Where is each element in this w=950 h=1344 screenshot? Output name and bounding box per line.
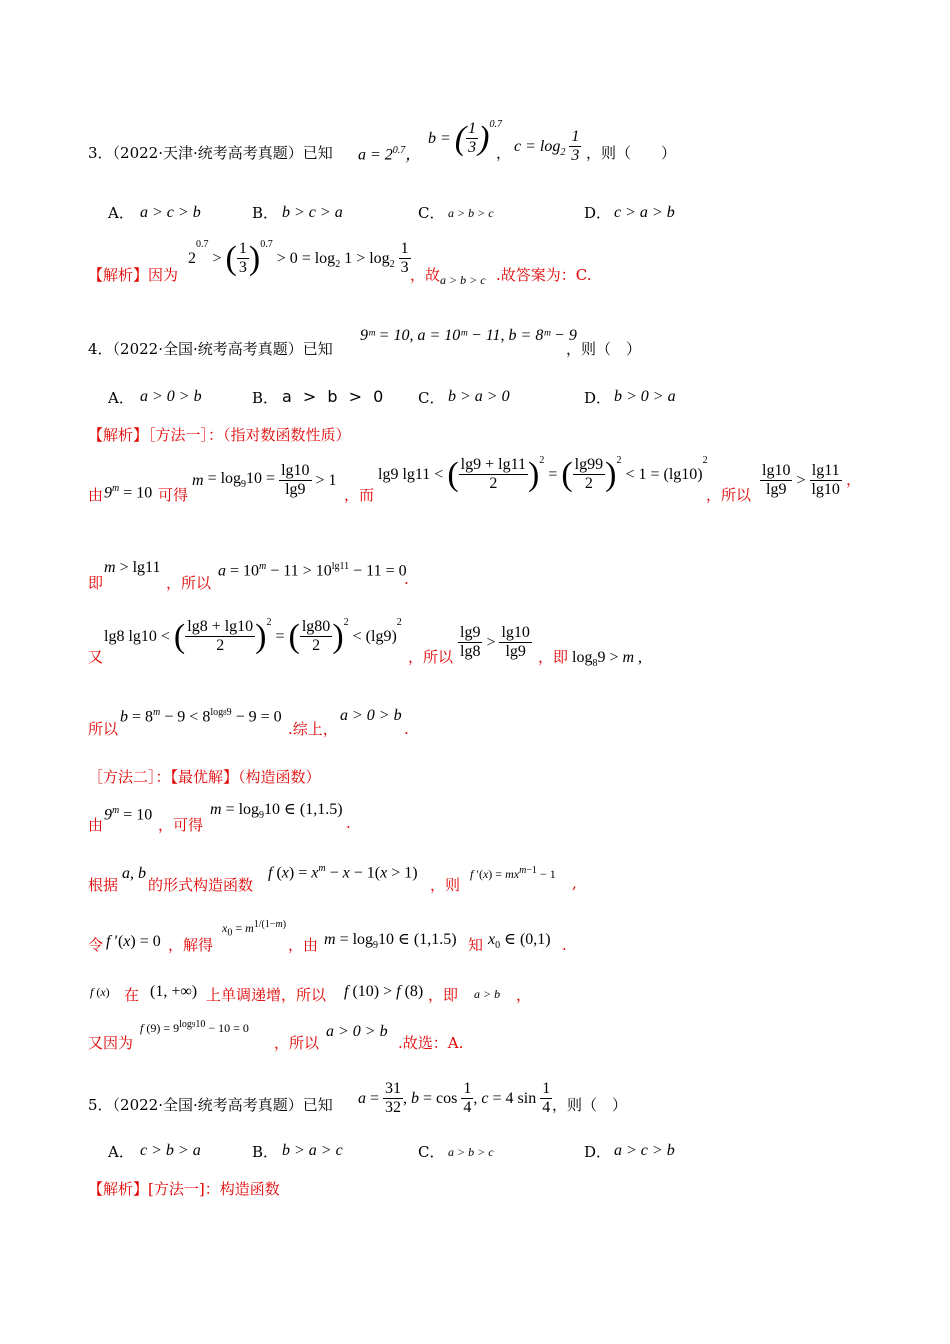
- q3-math-b: b = ( $\frac{1}{3}$ )$^{0.7}$: [428, 119, 502, 157]
- q3-math-c: $c = \log_2$ $\frac{1}{3}$: [514, 128, 580, 165]
- q4-line1-math1: $9^m = 10$: [104, 483, 153, 502]
- q4-line1-d: ，所以: [706, 486, 752, 504]
- q4-line2-a: 即: [88, 574, 104, 592]
- q4-line3-b: ，所以: [408, 648, 454, 666]
- q5-stem-math: a = $\frac{31}{32}$ , b = cos $\frac{1}{4}$ , c = 4 sin $\frac{1}{4}$: [358, 1080, 551, 1117]
- q4-line1-a: 由: [88, 486, 104, 504]
- q4-line3-c: ，即: [538, 648, 569, 666]
- q4-m2-line2-math2: f $(x) = x^m - x - 1(x > 1)$: [268, 863, 418, 882]
- q3-option-d-math[interactable]: c > a > b: [614, 204, 675, 221]
- q5-stem: 5．（2022·全国·统考高考真题）已知: [88, 1096, 333, 1114]
- q4-m2-line3-math1: f ′(x) = 0: [106, 933, 161, 950]
- q4-m2-line1-math1: $9^m = 10$: [104, 805, 153, 824]
- q3-solution-abc: a > b > c: [440, 273, 486, 287]
- q4-line1-math3: lg9 lg11 < ( $\frac{\lg 9 + \lg 11}{2}$ )$^2$ = ( $\frac{\lg 99}{2}$ )$^2 < 1 = (\lg 10)^2$: [378, 455, 708, 493]
- q4-option-d-label[interactable]: D．: [584, 389, 612, 407]
- q4-m2-line1-math2: $m = \log_910$ ∈ (1,1.5): [210, 801, 343, 822]
- q4-line2-math1: m > lg11: [104, 559, 161, 576]
- q4-m2-line3-math2: $x_0 = m^{1/(1-m)}$: [222, 919, 287, 939]
- q4-m2-line2-b: 的形式构造函数: [148, 876, 254, 894]
- q4-line2-b: ，所以: [166, 574, 212, 592]
- q4-method2-header: ［方法二］：【最优解】（构造函数）: [88, 768, 321, 786]
- q4-line1-math4: $\frac{\lg 10}{\lg 9}$ > $\frac{\lg 11}{\lg 10}$ ，: [762, 462, 861, 499]
- q3-math-a: $a = 2^{0.7}$，: [358, 145, 422, 164]
- q4-line3-math1: lg8 lg10 < ( $\frac{\lg 8 + \lg 10}{2}$ )$^2$ = ( $\frac{\lg 80}{2}$ )$^2 < (\lg 9)^2$: [104, 617, 402, 655]
- q4-m2-line5-math1: f $(9) = 9^{log910} - 10 = 0$: [140, 1019, 249, 1035]
- q4-method1-header: 【解析】［方法一］：（指对数函数性质）: [88, 426, 351, 444]
- q4-option-d-math[interactable]: b > 0 > a: [614, 388, 676, 405]
- q4-m2-line3-math4: $x_0$ ∈ (0,1): [488, 931, 551, 952]
- q5-solution-header: 【解析】[方法一]：构造函数: [88, 1180, 280, 1198]
- q4-m2-line4-a: 在: [124, 986, 140, 1004]
- q4-line4-a: 所以: [88, 720, 119, 738]
- q4-option-c-math[interactable]: b > a > 0: [448, 388, 510, 405]
- q3-option-b-label[interactable]: B．: [252, 204, 279, 222]
- q5-option-d-math[interactable]: a > c > b: [614, 1142, 675, 1159]
- q4-m2-line3-c: ，由: [288, 936, 319, 954]
- q4-line3-math3: $\log_89 > m$ ,: [572, 649, 643, 670]
- q4-m2-line3-d: 知: [468, 936, 484, 954]
- q5-option-a-label[interactable]: A．: [108, 1143, 134, 1161]
- q4-m2-line4-math4: a > b: [474, 987, 501, 1001]
- q3-solution-answer: .故答案为：C.: [496, 266, 592, 284]
- q3-solution-math: $2^{0.7}$ > ( $\frac{1}{3}$ )$^{0.7} > 0 = \log_2 1 > \log_2$ $\frac{1}{3}$: [188, 239, 409, 277]
- q4-line4-b: .综上，: [288, 720, 338, 738]
- q3-option-b-math[interactable]: b > c > a: [282, 204, 343, 221]
- q4-m2-line1-b: ，可得: [158, 816, 204, 834]
- q5-option-c-label[interactable]: C．: [418, 1143, 445, 1161]
- q4-line4-math1: $b = 8^m - 9 < 8^{log89} - 9 = 0$: [120, 707, 282, 726]
- q4-line1-math2: $m = \log_910$ = $\frac{\lg 10}{\lg 9}$ > 1: [192, 462, 337, 499]
- q4-m2-line5-a: 又因为: [88, 1034, 134, 1052]
- q4-option-c-label[interactable]: C．: [418, 389, 445, 407]
- q3-option-d-label[interactable]: D．: [584, 204, 612, 222]
- q4-line1-b: 可得: [158, 486, 189, 504]
- q4-option-b-label[interactable]: B．: [252, 389, 279, 407]
- q4-option-a-label[interactable]: A．: [108, 389, 134, 407]
- q3-option-c-math[interactable]: a > b > c: [448, 206, 494, 220]
- q4-m2-line4-math3: f (10) > f (8): [344, 983, 424, 1000]
- q4-m2-line3-b: ，解得: [168, 936, 214, 954]
- q4-line3-a: 又: [88, 648, 104, 666]
- q4-option-b-math[interactable]: a > b > 0: [282, 387, 387, 406]
- q4-m2-line2-math1: a, b: [122, 865, 146, 882]
- q4-m2-line2-c: ，则: [430, 876, 461, 894]
- q3-option-a-label[interactable]: A．: [108, 204, 134, 222]
- q4-m2-line3-math3: $m = \log_910$ ∈ (1,1.5): [324, 931, 457, 952]
- q4-m2-line3-a: 令: [88, 936, 104, 954]
- q4-m2-line4-c: ，即: [428, 986, 459, 1004]
- q5-option-b-label[interactable]: B．: [252, 1143, 279, 1161]
- q3-stem: 3．（2022·天津·统考高考真题）已知: [88, 144, 333, 162]
- q4-line4-math2: a > 0 > b: [340, 707, 402, 724]
- q3-tail: ，则（ ）: [586, 144, 677, 162]
- q4-m2-line2-a: 根据: [88, 876, 119, 894]
- q4-line2-math2: $a = 10^m - 11 > 10^{lg11} - 11 = 0$: [218, 561, 407, 580]
- q3-option-c-label[interactable]: C．: [418, 204, 445, 222]
- q4-option-a-math[interactable]: a > 0 > b: [140, 388, 202, 405]
- q4-m2-line5-math2: a > 0 > b: [326, 1023, 388, 1040]
- q5-option-c-math[interactable]: a > b > c: [448, 1145, 494, 1159]
- q4-m2-line4-math1: f (x): [90, 985, 110, 999]
- q5-option-b-math[interactable]: b > a > c: [282, 1142, 343, 1159]
- q4-stem: 4．（2022·全国·统考高考真题）已知: [88, 340, 333, 358]
- q4-m2-line5-b: ，所以: [274, 1034, 320, 1052]
- q4-tail: ，则（ ）: [566, 340, 642, 358]
- q3-option-a-math[interactable]: a > c > b: [140, 204, 201, 221]
- q3-solution-end: ，故: [410, 266, 441, 284]
- q4-m2-line5-c: .故选：A.: [398, 1034, 464, 1052]
- q4-m2-line4-b: 上单调递增，所以: [206, 986, 327, 1004]
- q5-tail: ，则（ ）: [552, 1096, 628, 1114]
- q4-stem-math: 9ᵐ = 10, a = 10ᵐ − 11, b = 8ᵐ − 9: [360, 327, 577, 344]
- q5-option-d-label[interactable]: D．: [584, 1143, 612, 1161]
- q4-m2-line4-math2: (1, +∞): [150, 983, 198, 1000]
- q4-line1-c: ，而: [344, 486, 375, 504]
- q4-line3-math2: $\frac{\lg 9}{\lg 8}$ > $\frac{\lg 10}{\lg 9}$: [460, 624, 530, 661]
- q4-m2-line1-a: 由: [88, 816, 104, 834]
- q3-solution-label: 【解析】因为: [88, 266, 179, 284]
- q5-option-a-math[interactable]: c > b > a: [140, 1142, 201, 1159]
- q4-m2-line2-math3: f $'(x) = mx^{m-1} - 1$: [470, 865, 556, 881]
